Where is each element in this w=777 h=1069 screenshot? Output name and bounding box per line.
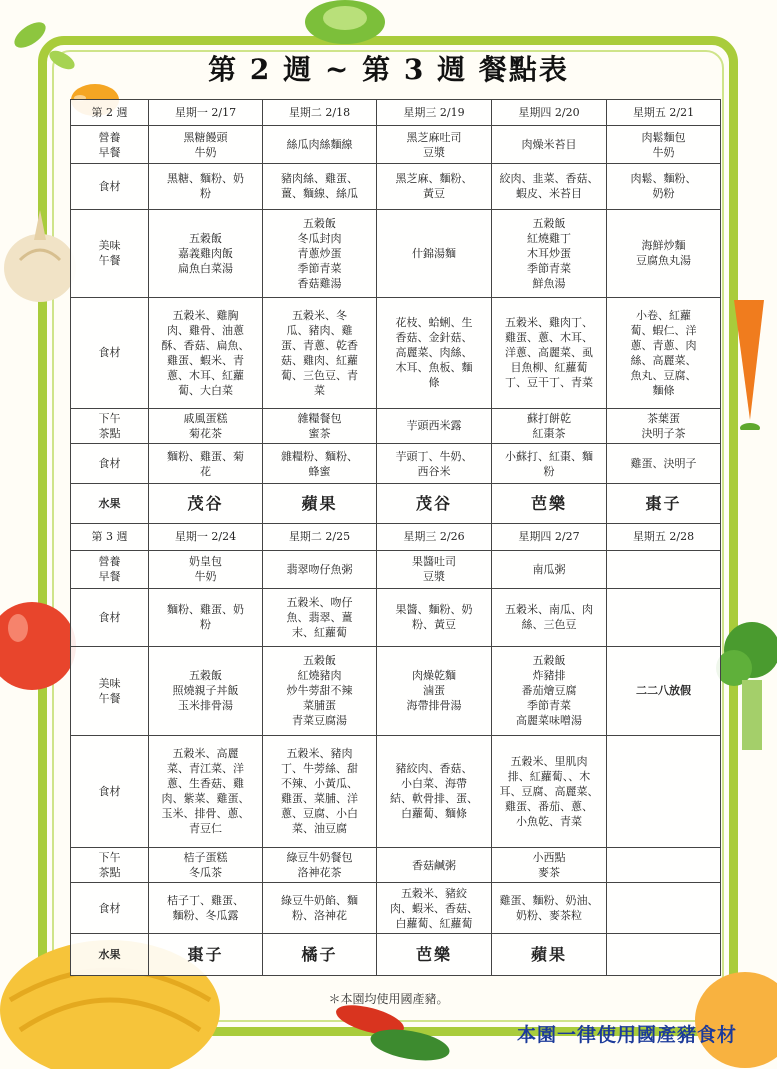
week-header-row — [71, 524, 721, 550]
menu-cell: 雜糧粉、麵粉、 蜂蜜 — [263, 443, 377, 483]
menu-cell: 花枝、蛤蜊、生 香菇、金針菇、 高麗菜、肉絲、 木耳、魚板、麵 條 — [377, 298, 492, 409]
ingredients-row — [71, 298, 721, 409]
menu-cell — [607, 588, 721, 646]
menu-cell: 桔子丁、雞蛋、 麵粉、冬瓜露 — [149, 883, 263, 933]
page-title: 第 2 週 ~ 第 3 週 餐點表 — [208, 53, 569, 86]
lunch-row — [71, 209, 721, 298]
day-header: 星期五 2/21 — [607, 100, 721, 126]
menu-cell: 小卷、紅蘿 蔔、蝦仁、洋 蔥、青蔥、肉 絲、高麗菜、 魚丸、豆腐、 麵條 — [607, 298, 721, 409]
menu-cell: 五穀米、雞肉丁、 雞蛋、蔥、木耳、 洋蔥、高麗菜、虱 目魚柳、紅蘿蔔 丁、豆干丁、青菜 — [492, 298, 607, 409]
garlic-illustration — [0, 200, 80, 310]
fruit-cell: 茂谷 — [377, 484, 492, 524]
day-header: 星期二 2/18 — [263, 100, 377, 126]
day-header: 星期四 2/20 — [492, 100, 607, 126]
menu-cell: 肉燥乾麵 滷蛋 海帶排骨湯 — [377, 647, 492, 736]
snack-row — [71, 848, 721, 883]
menu-cell: 五穀米、豬肉 丁、牛蒡絲、甜 不辣、小黃瓜、 雞蛋、菜脯、洋 蔥、豆腐、小白 菜、油豆腐 — [263, 735, 377, 848]
menu-cell: 茶葉蛋 決明子茶 — [607, 408, 721, 443]
fruit-row — [71, 484, 721, 524]
fruit-cell: 芭樂 — [492, 484, 607, 524]
menu-cell: 五穀米、冬 瓜、豬肉、雞 蛋、青蔥、乾香 菇、雞肉、紅蘿 蔔、三色豆、青 菜 — [263, 298, 377, 409]
fruit-cell: 茂谷 — [149, 484, 263, 524]
fruit-cell: 蘋果 — [492, 933, 607, 975]
ingredients-row — [71, 164, 721, 209]
footer-banner: 本園一律使用國產豬食材 — [516, 1024, 737, 1046]
row-label: 食材 — [71, 735, 149, 848]
fruit-cell: 芭樂 — [377, 933, 492, 975]
snack-row — [71, 408, 721, 443]
menu-cell: 黑糖、麵粉、奶 粉 — [149, 164, 263, 209]
menu-cell: 小蘇打、紅棗、麵 粉 — [492, 443, 607, 483]
menu-cell: 麵粉、雞蛋、菊 花 — [149, 443, 263, 483]
day-header: 星期一 2/17 — [149, 100, 263, 126]
menu-cell: 翡翠吻仔魚粥 — [263, 550, 377, 588]
row-label: 水果 — [71, 933, 149, 975]
menu-cell: 桔子蛋糕 冬瓜茶 — [149, 848, 263, 883]
breakfast-row — [71, 126, 721, 164]
menu-cell: 芋頭西米露 — [377, 408, 492, 443]
menu-cell: 黑芝麻、麵粉、 黃豆 — [377, 164, 492, 209]
day-header: 星期三 2/19 — [377, 100, 492, 126]
menu-cell — [607, 550, 721, 588]
menu-cell: 五穀米、高麗 菜、青江菜、洋 蔥、生香菇、雞 肉、紫菜、雞蛋、 玉米、排骨、蔥、 青豆仁 — [149, 735, 263, 848]
week-header-row — [71, 100, 721, 126]
menu-cell: 絲瓜肉絲麵線 — [263, 126, 377, 164]
menu-cell: 黑芝麻吐司 豆漿 — [377, 126, 492, 164]
menu-cell: 綠豆牛奶餐包 洛神花茶 — [263, 848, 377, 883]
menu-cell: 奶皇包 牛奶 — [149, 550, 263, 588]
menu-cell: 雞蛋、決明子 — [607, 443, 721, 483]
menu-cell: 五穀飯 炸豬排 番茄燴豆腐 季節青菜 高麗菜味噌湯 — [492, 647, 607, 736]
menu-cell: 豬肉絲、雞蛋、 薑、麵線、絲瓜 — [263, 164, 377, 209]
fruit-cell: 橘子 — [263, 933, 377, 975]
menu-cell: 雞蛋、麵粉、奶油、 奶粉、麥茶粒 — [492, 883, 607, 933]
row-label: 食材 — [71, 298, 149, 409]
pork-origin-note: ＊本園均使用國產豬。 — [328, 992, 449, 1006]
fruit-cell: 棗子 — [607, 484, 721, 524]
broccoli-illustration — [712, 620, 777, 770]
lunch-row — [71, 647, 721, 736]
row-label: 美味 午餐 — [71, 647, 149, 736]
fruit-cell: 蘋果 — [263, 484, 377, 524]
row-label: 食材 — [71, 443, 149, 483]
week-label: 第 3 週 — [71, 524, 149, 550]
ingredients-row — [71, 443, 721, 483]
menu-cell: 五穀米、吻仔 魚、翡翠、薑 末、紅蘿蔔 — [263, 588, 377, 646]
day-header: 星期二 2/25 — [263, 524, 377, 550]
week-2-section — [71, 100, 721, 524]
menu-cell: 五穀飯 照燒親子丼飯 玉米排骨湯 — [149, 647, 263, 736]
menu-cell: 蘇打餅乾 紅棗茶 — [492, 408, 607, 443]
fruit-cell — [607, 933, 721, 975]
menu-cell — [607, 735, 721, 848]
menu-cell — [607, 883, 721, 933]
day-header: 星期一 2/24 — [149, 524, 263, 550]
row-label: 水果 — [71, 484, 149, 524]
menu-cell: 五穀米、豬絞 肉、蝦米、香菇、 白蘿蔔、紅蘿蔔 — [377, 883, 492, 933]
row-label: 食材 — [71, 164, 149, 209]
day-header: 星期五 2/28 — [607, 524, 721, 550]
menu-cell: 肉燥米苔目 — [492, 126, 607, 164]
menu-cell: 香菇鹹粥 — [377, 848, 492, 883]
day-header: 星期四 2/27 — [492, 524, 607, 550]
menu-cell: 麵粉、雞蛋、奶 粉 — [149, 588, 263, 646]
menu-cell: 絞肉、韭菜、香菇、 蝦皮、米苔目 — [492, 164, 607, 209]
menu-cell: 五穀米、南瓜、肉 絲、三色豆 — [492, 588, 607, 646]
menu-cell: 五穀飯 紅燒豬肉 炒牛蒡甜不辣 菜脯蛋 青菜豆腐湯 — [263, 647, 377, 736]
menu-cell: 肉鬆麵包 牛奶 — [607, 126, 721, 164]
fruit-row — [71, 933, 721, 975]
menu-cell: 戚風蛋糕 菊花茶 — [149, 408, 263, 443]
menu-cell: 五穀飯 冬瓜封肉 青蔥炒蛋 季節青菜 香菇雞湯 — [263, 209, 377, 298]
menu-cell: 五穀飯 嘉義雞肉飯 扁魚白菜湯 — [149, 209, 263, 298]
menu-cell: 小西點 麥茶 — [492, 848, 607, 883]
menu-cell: 豬絞肉、香菇、 小白菜、海帶 結、軟骨排、蛋、 白蘿蔔、麵條 — [377, 735, 492, 848]
menu-cell: 芋頭丁、牛奶、 西谷米 — [377, 443, 492, 483]
menu-cell: 雜糧餐包 蜜茶 — [263, 408, 377, 443]
ingredients-row — [71, 735, 721, 848]
carrot-right-illustration — [722, 280, 777, 430]
menu-cell: 果醬、麵粉、奶 粉、黃豆 — [377, 588, 492, 646]
row-label: 營養 早餐 — [71, 126, 149, 164]
week-label: 第 2 週 — [71, 100, 149, 126]
menu-cell: 綠豆牛奶餡、麵 粉、洛神花 — [263, 883, 377, 933]
week-3-section — [71, 524, 721, 976]
row-label: 食材 — [71, 883, 149, 933]
row-label: 下午 茶點 — [71, 408, 149, 443]
breakfast-row — [71, 550, 721, 588]
ingredients-row — [71, 588, 721, 646]
row-label: 食材 — [71, 588, 149, 646]
menu-cell: 南瓜粥 — [492, 550, 607, 588]
menu-cell: 肉鬆、麵粉、 奶粉 — [607, 164, 721, 209]
menu-cell — [607, 848, 721, 883]
ingredients-row — [71, 883, 721, 933]
menu-cell: 五穀米、雞胸 肉、雞骨、油蔥 酥、香菇、扁魚、 雞蛋、蝦米、青 蔥、木耳、紅蘿 蔔、大白菜 — [149, 298, 263, 409]
menu-cell: 五穀飯 紅燒雞丁 木耳炒蛋 季節青菜 鮮魚湯 — [492, 209, 607, 298]
menu-cell: 海鮮炒麵 豆腐魚丸湯 — [607, 209, 721, 298]
row-label: 下午 茶點 — [71, 848, 149, 883]
holiday-cell: 二二八放假 — [607, 647, 721, 736]
meal-schedule-table — [70, 99, 721, 976]
row-label: 美味 午餐 — [71, 209, 149, 298]
menu-cell: 果醬吐司 豆漿 — [377, 550, 492, 588]
menu-cell: 什錦湯麵 — [377, 209, 492, 298]
day-header: 星期三 2/26 — [377, 524, 492, 550]
menu-cell: 五穀米、里肌肉 排、紅蘿蔔、、木 耳、豆腐、高麗菜、 雞蛋、番茄、蔥、 小魚乾、青菜 — [492, 735, 607, 848]
tomato-illustration — [0, 588, 80, 698]
row-label: 營養 早餐 — [71, 550, 149, 588]
menu-cell: 黑糖饅頭 牛奶 — [149, 126, 263, 164]
fruit-cell: 棗子 — [149, 933, 263, 975]
